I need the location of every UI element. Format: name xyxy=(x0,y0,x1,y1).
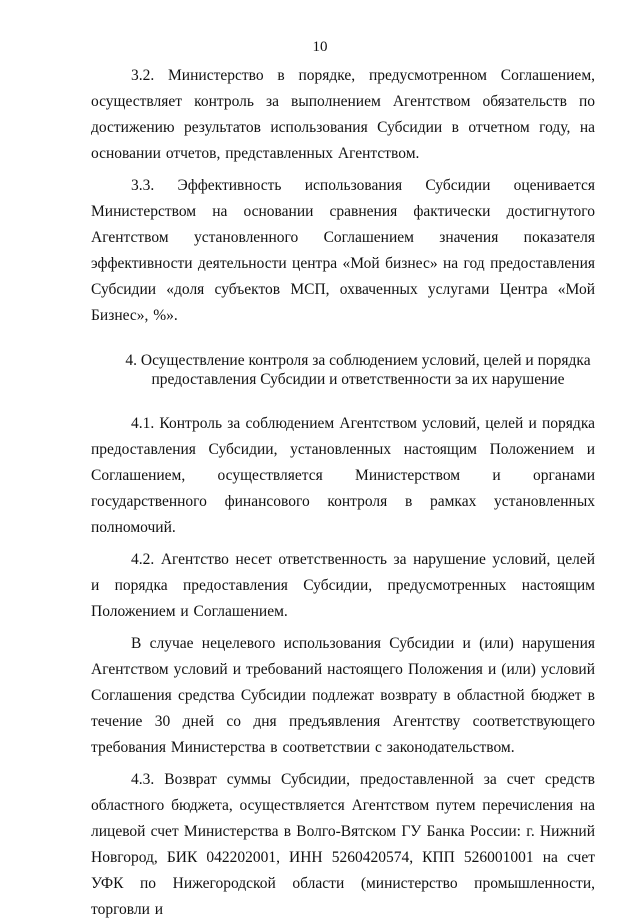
paragraph-4-2: 4.2. Агентство несет ответственность за нарушение условий, целей и порядка предоставления Субсидии, предусмотренных настоящим Положением и Соглашением. xyxy=(91,551,595,620)
section-heading-line-2: предоставления Субсидии и ответственности за их нарушение xyxy=(151,371,565,388)
paragraph-refund: В случае нецелевого использования Субсидии и (или) нарушения Агентством условий и требований настоящего Положения и (или) условий Соглашения средства Субсидии подлежат возврату в областной бюджет в течение 30 дней со дня предъявления Агентству соответствующего требования Министерства в соответствии с законодательством. xyxy=(91,635,595,756)
page-number: 10 xyxy=(312,39,328,55)
paragraph-3-3: 3.3. Эффективность использования Субсидии оценивается Министерством на основании сравнения фактически достигнутого Агентством установленного Соглашением значения показателя эффективности деятельности центра «Мой бизнес» на год предоставления Субсидии «доля субъектов МСП, охваченных услугами Центра «Мой Бизнес», %». xyxy=(91,177,595,324)
document-body xyxy=(91,63,595,923)
paragraph-3-2: 3.2. Министерство в порядке, предусмотренном Соглашением, осуществляет контроль за выполнением Агентством обязательств по достижению результатов использования Субсидии в отчетном году, на основании отчетов, представленных Агентством. xyxy=(91,67,595,162)
paragraph-4-1: 4.1. Контроль за соблюдением Агентством условий, целей и порядка предоставления Субсидии, установленных настоящим Положением и Соглашением, осуществляется Министерством и органами государственного финансового контроля в рамках установленных полномочий. xyxy=(91,415,595,536)
paragraph-4-3: 4.3. Возврат суммы Субсидии, предоставленной за счет средств областного бюджета, осуществляется Агентством путем перечисления на лицевой счет Министерства в Волго-Вятском ГУ Банка России: г. Нижний Новгород, БИК 042202001, ИНН 5260420574, КПП 526001001 на счет УФК по Нижегородской области (министерство промышленности, торговли и xyxy=(91,771,595,918)
section-heading xyxy=(91,351,595,389)
section-heading-line-1: 4. Осуществление контроля за соблюдением условий, целей и порядка xyxy=(125,352,591,369)
